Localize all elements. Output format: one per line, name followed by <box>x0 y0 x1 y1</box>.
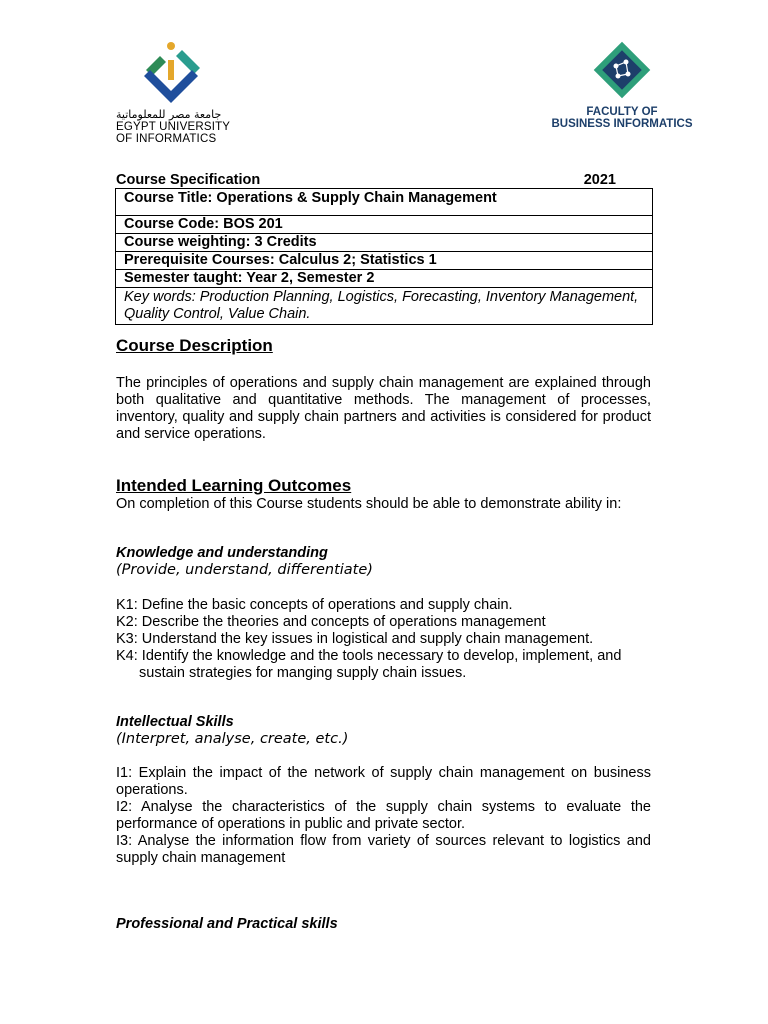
prerequisite-courses: Prerequisite Courses: Calculus 2; Statistics 1 <box>116 252 653 270</box>
knowledge-list <box>116 597 668 682</box>
professional-skills-heading: Professional and Practical skills <box>116 916 338 932</box>
course-weighting: Course weighting: 3 Credits <box>116 234 653 252</box>
ilo-heading: Intended Learning Outcomes <box>116 476 352 495</box>
course-description-text: The principles of operations and supply chain management are explained through both qualitative and quantitative methods. The management of processes, inventory, quality and supply chain partners and activities is considered for product and service operations. <box>116 375 651 442</box>
knowledge-heading: Knowledge and understanding <box>116 545 328 561</box>
list-item: K3: Understand the key issues in logistical and supply chain management. <box>116 631 594 647</box>
faculty-logo <box>546 40 702 135</box>
course-specification-heading <box>116 172 616 188</box>
university-emblem-icon <box>138 40 204 106</box>
list-item: K2: Describe the theories and concepts of operations management <box>116 614 546 630</box>
course-keywords: Key words: Production Planning, Logistics, Forecasting, Inventory Management, Quality Control, Value Chain. <box>116 288 653 325</box>
list-item: I2: Analyse the characteristics of the supply chain systems to evaluate the performance of operations in public and private sector. <box>116 799 651 832</box>
university-name-arabic: جامعة مصر للمعلوماتية <box>116 108 222 121</box>
faculty-emblem-icon <box>592 40 652 100</box>
spec-year: 2021 <box>583 172 616 188</box>
course-description-heading: Course Description <box>116 336 273 355</box>
list-item: I1: Explain the impact of the network of supply chain management on business operations. <box>116 765 651 798</box>
intellectual-skills-note: (Interpret, analyse, create, etc.) <box>116 731 349 747</box>
list-item: K1: Define the basic concepts of operations and supply chain. <box>116 597 513 613</box>
knowledge-note: (Provide, understand, differentiate) <box>116 562 373 578</box>
semester-taught: Semester taught: Year 2, Semester 2 <box>116 270 653 288</box>
list-item: K4: Identify the knowledge and the tools necessary to develop, implement, and sustain strategies for manging supply chain issues. <box>116 648 622 681</box>
ilo-intro: On completion of this Course students should be able to demonstrate ability in: <box>116 496 622 512</box>
intellectual-skills-list <box>116 765 651 867</box>
egypt-university-logo <box>114 40 230 146</box>
intellectual-skills-heading: Intellectual Skills <box>116 714 234 730</box>
spec-label: Course Specification <box>116 172 261 188</box>
faculty-name: FACULTY OF BUSINESS INFORMATICS <box>551 106 693 130</box>
list-item: I3: Analyse the information flow from variety of sources relevant to logistics and supply chain management <box>116 833 651 866</box>
course-title: Course Title: Operations & Supply Chain Management <box>116 189 653 216</box>
university-name: EGYPT UNIVERSITY OF INFORMATICS <box>116 121 231 145</box>
course-info-table <box>115 188 653 325</box>
course-code: Course Code: BOS 201 <box>116 216 653 234</box>
